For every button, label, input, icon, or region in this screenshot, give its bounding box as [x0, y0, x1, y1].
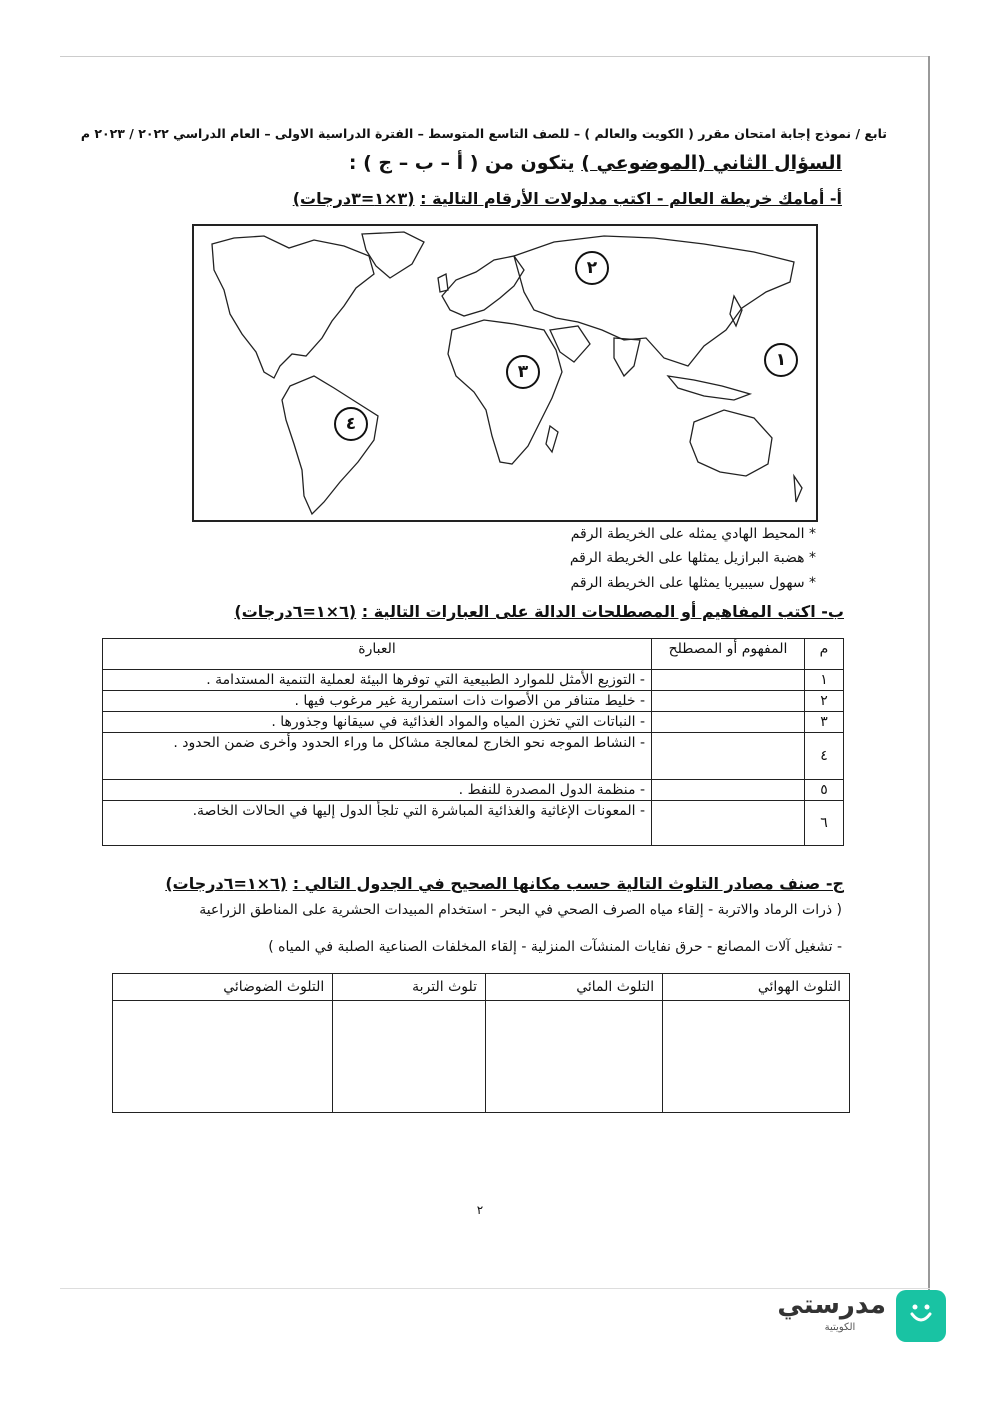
row-number: ٦ [805, 801, 844, 846]
india-outline [614, 338, 640, 376]
table-row [103, 670, 844, 691]
water-pollution-answer-cell[interactable] [486, 1001, 663, 1113]
pollution-sources-line-1: ( ذرات الرماد والاتربة - إلقاء مياه الصرف الصحي في البحر - استخدام المبيدات الحشرية على المناطق الزراعية [199, 902, 842, 918]
table-row [103, 801, 844, 846]
page-edge-bottom [60, 1288, 930, 1289]
britain-outline [438, 274, 448, 292]
answer-cell[interactable] [652, 733, 805, 780]
section-c-lead: ج- صنف مصادر التلوث التالية حسب مكانها الصحيح في الجدول التالي : [292, 874, 844, 893]
header-water-pollution: التلوث المائي [486, 974, 663, 1001]
table-row [103, 691, 844, 712]
pollution-answer-row [113, 1001, 850, 1113]
row-number: ١ [805, 670, 844, 691]
north-america-outline [212, 236, 374, 378]
indonesia-outline [668, 376, 750, 400]
world-map [192, 224, 818, 522]
header-soil-pollution: تلوث التربة [333, 974, 486, 1001]
map-number-2: ٢ [575, 251, 609, 285]
terms-header-row [103, 639, 844, 670]
table-row [103, 712, 844, 733]
section-a-score: (٣×١=٣درجات) [292, 189, 415, 208]
row-phrase: - منظمة الدول المصدرة للنفط . [103, 780, 652, 801]
air-pollution-answer-cell[interactable] [663, 1001, 850, 1113]
logo-name: مدرستي [777, 1290, 886, 1320]
section-b-score: (٦×١=٦درجات) [234, 602, 357, 621]
map-number-1: ١ [764, 343, 798, 377]
statement-pacific: * المحيط الهادي يمثله على الخريطة الرقم [570, 526, 816, 542]
section-c-score: (٦×١=٦درجات) [165, 874, 288, 893]
row-phrase: - خليط متنافر من الأصوات ذات استمرارية غير مرغوب فيها . [103, 691, 652, 712]
map-number-4: ٤ [334, 407, 368, 441]
question-title-rest: يتكون من ( أ – ب – ج ) : [348, 152, 582, 174]
answer-cell[interactable] [652, 712, 805, 733]
header-noise-pollution: التلوث الضوضائي [113, 974, 333, 1001]
question-title-label: السؤال الثاني (الموضوعي ) [581, 152, 842, 174]
row-phrase: - التوزيع الأمثل للموارد الطبيعية التي توفرها البيئة لعملية التنمية المستدامة . [103, 670, 652, 691]
arabia-outline [550, 326, 590, 362]
page-edge-top [60, 56, 930, 57]
answer-cell[interactable] [652, 780, 805, 801]
terms-header-term: المفهوم أو المصطلح [652, 639, 805, 670]
answer-cell[interactable] [652, 801, 805, 846]
australia-outline [690, 410, 772, 476]
row-phrase: - النباتات التي تخزن المياه والمواد الغذائية في سيقانها وجذورها . [103, 712, 652, 733]
logo-subtitle: الكويتية [824, 1322, 856, 1333]
row-number: ٢ [805, 691, 844, 712]
row-number: ٥ [805, 780, 844, 801]
africa-outline [448, 320, 562, 464]
terms-header-phrase: العبارة [103, 639, 652, 670]
section-a-lead: أ- أمامك خريطة العالم - اكتب مدلولات الأرقام التالية : [420, 189, 842, 208]
terms-table [102, 638, 844, 846]
statement-brazil: * هضبة البرازيل يمثلها على الخريطة الرقم [569, 550, 816, 566]
exam-header: تابع / نموذج إجابة امتحان مقرر ( الكويت والعالم ) – للصف التاسع المتوسط – الفترة الدراسية الاولى – العام الدراسي ٢٠٢٢ / ٢٠٢٣ م [80, 126, 887, 141]
row-number: ٤ [805, 733, 844, 780]
table-row [103, 733, 844, 780]
answer-cell[interactable] [652, 670, 805, 691]
page-edge-right [928, 56, 930, 1296]
table-row [103, 780, 844, 801]
section-c-title [164, 874, 844, 893]
row-phrase: - النشاط الموجه نحو الخارج لمعالجة مشاكل ما وراء الحدود وأخرى ضمن الحدود . [103, 733, 652, 780]
noise-pollution-answer-cell[interactable] [113, 1001, 333, 1113]
row-number: ٣ [805, 712, 844, 733]
section-b-title [234, 602, 844, 621]
section-a-title [282, 189, 842, 208]
row-phrase: - المعونات الإغاثية والغذائية المباشرة التي تلجأ الدول إليها في الحالات الخاصة. [103, 801, 652, 846]
madagascar-outline [546, 426, 558, 452]
question-title [282, 152, 842, 174]
greenland-outline [362, 232, 424, 278]
europe-outline [442, 256, 524, 316]
pollution-header-row [113, 974, 850, 1001]
new-zealand-outline [794, 476, 802, 502]
soil-pollution-answer-cell[interactable] [333, 1001, 486, 1113]
header-air-pollution: التلوث الهوائي [663, 974, 850, 1001]
asia-outline [514, 236, 794, 366]
map-number-3: ٣ [506, 355, 540, 389]
world-map-drawing [194, 226, 816, 520]
smile-icon [906, 1298, 936, 1328]
answer-cell[interactable] [652, 691, 805, 712]
pollution-sources-line-2: - تشغيل آلات المصانع - حرق نفايات المنشآت المنزلية - إلقاء المخلفات الصناعية الصلبة في المياه ) [268, 939, 842, 955]
south-america-outline [282, 376, 378, 514]
page-number: ٢ [476, 1203, 484, 1217]
statement-siberia: * سهول سيبيريا يمثلها على الخريطة الرقم [570, 575, 816, 591]
terms-header-num: م [805, 639, 844, 670]
pollution-table [112, 973, 850, 1113]
section-b-lead: ب- اكتب المفاهيم أو المصطلحات الدالة على العبارات التالية : [361, 602, 844, 621]
